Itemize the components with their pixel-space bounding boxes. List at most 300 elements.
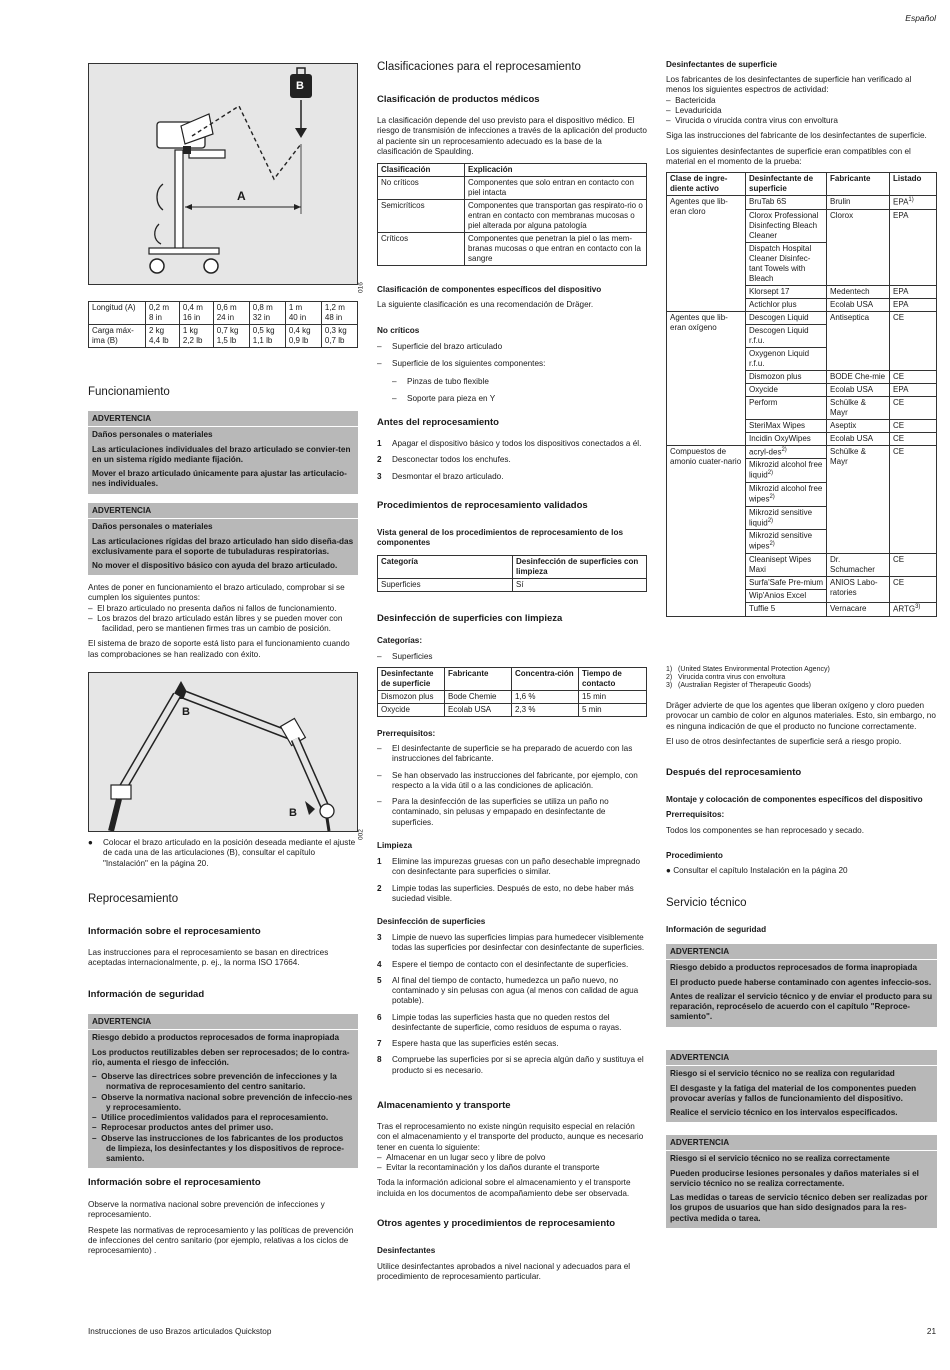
table-row	[89, 302, 358, 325]
cell-manufacturer	[827, 209, 890, 285]
subsection-title: Información sobre el reprocesamiento	[88, 1177, 261, 1188]
list-item: – Levaduricida	[666, 105, 722, 115]
subheading: Prerrequisitos:	[666, 810, 725, 819]
listing: ARTG	[893, 604, 916, 614]
warning-subtitle: Daños personales o materiales	[92, 522, 213, 532]
list-item: – Almacenar en un lugar seco y libre de polvo	[377, 1152, 546, 1162]
paragraph: El sistema de brazo de soporte está listo para el funcionamiento cuando las comprobaciones se han realizado con éxito.	[88, 639, 350, 659]
column-header: Clase de ingre-diente activo	[667, 173, 746, 196]
table-row	[378, 704, 647, 717]
product-name: Mikrozid sensitive wipes	[749, 531, 813, 551]
step-text: Espere el tiempo de contacto con el desinfectante de superficies.	[392, 959, 629, 969]
product-name: Surfa'Safe Pre-mium	[749, 577, 823, 587]
subheading: Clasificación de componentes específicos del dispositivo	[377, 285, 602, 294]
cell: 0,4 m 16 in	[179, 302, 213, 325]
paragraph: Tras el reprocesamiento no existe ningún requisito especial en relación con el almacenamiento y el transporte del producto, aunque es necesario tener en cuenta lo siguiente:	[377, 1122, 644, 1152]
listing: CE	[893, 433, 905, 443]
cell: 2 kg 4,4 lb	[146, 325, 180, 348]
warning-box	[666, 1135, 937, 1228]
cell: Bode Chemie	[445, 691, 512, 704]
step-number: 2	[377, 455, 382, 465]
subsection-title: Desinfección de superficies con limpieza	[377, 613, 563, 624]
list-item-text: Se han observado las instrucciones del fabricante, por ejemplo, con respecto a la vida útil o a las condiciones de aplicación.	[392, 770, 638, 790]
compatible-disinfectants-table	[666, 172, 937, 617]
figure-number: 002	[357, 829, 365, 840]
arm-load-illustration	[89, 64, 357, 284]
product-name: Mikrozid alcohol free wipes	[749, 483, 823, 504]
cell: Semicríticos	[378, 200, 465, 233]
product-name: Perform	[749, 397, 778, 407]
column-header: Fabricante	[827, 173, 890, 196]
paragraph: ● Consultar el capítulo Instalación en la página 20	[666, 866, 848, 875]
list-item: – Pinzas de tubo flexible	[392, 376, 489, 386]
product-name: SteriMax Wipes	[749, 420, 806, 430]
step-text: Apagar el dispositivo básico y todos los dispositivos conectados a él.	[392, 439, 642, 448]
paragraph: Los siguientes desinfectantes de superficie eran compatibles con el material en el momento de la prueba:	[666, 146, 911, 166]
warning-title: ADVERTENCIA	[666, 1053, 937, 1066]
cell-product	[746, 445, 827, 459]
subheading: Desinfectantes	[377, 1246, 436, 1255]
step-number: 3	[377, 933, 382, 942]
product-name: Cleanisept Wipes Maxi	[749, 554, 812, 574]
spaulding-table	[377, 163, 647, 266]
cell-listing	[890, 396, 937, 419]
product-name: Mikrozid sensitive liquid	[749, 507, 813, 528]
paragraph: Utilice desinfectantes aprobados a nivel nacional y adecuados para el procedimiento de reprocesamiento particular.	[377, 1262, 631, 1282]
warning-title: ADVERTENCIA	[88, 506, 358, 519]
product-name: Actichlor plus	[749, 299, 797, 309]
subheading: Información de seguridad	[666, 925, 767, 934]
row-label: Carga máx- ima (B)	[89, 325, 146, 348]
table-row	[378, 177, 647, 200]
cell-manufacturer	[827, 383, 890, 396]
table-row	[667, 311, 937, 324]
subsection-title: Clasificación de productos médicos	[377, 94, 540, 105]
cell-listing	[890, 432, 937, 445]
cell: 0,3 kg 0,7 lb	[321, 325, 357, 348]
paragraph: Toda la información adicional sobre el almacenamiento y el transporte incluida en los documentos de acompañamiento debe ser observada.	[377, 1178, 631, 1198]
label-b: B	[289, 807, 297, 819]
manufacturer: Schülke & Mayr	[830, 446, 867, 466]
product-name: Clorox Professional Disinfecting Bleach Cleaner	[749, 210, 819, 240]
table-row	[667, 196, 937, 210]
warning-box	[666, 1050, 937, 1122]
step-text: Limpie todas las superficies hasta que no queden restos del desinfectante de superficie, como residuos de espuma o rayas.	[392, 1012, 622, 1032]
step	[377, 472, 647, 482]
cell-manufacturer	[827, 311, 890, 370]
table-row	[378, 691, 647, 704]
subsection-title: Antes del reprocesamiento	[377, 417, 499, 428]
subheading: Prerrequisitos:	[377, 729, 436, 738]
cell-product	[746, 298, 827, 311]
product-name: BruTab 6S	[749, 197, 787, 206]
manufacturer: Medentech	[830, 286, 870, 296]
cell-manufacturer	[827, 298, 890, 311]
paragraph: Dräger advierte de que los agentes que liberan oxígeno y cloro pueden provocar un cambio de color en algunos materiales. Esto, sin embargo, no es ninguna indicación de que el producto no funcione correctamente.	[666, 701, 936, 731]
subheading: Limpieza	[377, 841, 413, 850]
cell-listing	[890, 602, 937, 616]
paragraph: Observe la normativa nacional sobre prevención de infecciones y reprocesamiento.	[88, 1200, 325, 1220]
column-header: Desinfección de superficies con limpieza	[513, 556, 647, 579]
paragraph: La clasificación depende del uso previsto para el dispositivo médico. El riesgo de transmisión de infecciones a través de la aplicación del producto al paciente sin un reprocesamiento adecuado es la base de la clasificación de Spaulding.	[377, 116, 647, 156]
cell: 1 kg 2,2 lb	[179, 325, 213, 348]
warning-box	[88, 1014, 358, 1168]
cell-manufacturer	[827, 370, 890, 383]
listing: EPA	[893, 197, 909, 207]
step-number: 8	[377, 1055, 382, 1065]
step	[377, 439, 647, 449]
bullet-text: Colocar el brazo articulado en la posición deseada mediante el ajuste de cada una de las articulaciones (B), consultar el capítulo "Instalación" en la página 20.	[103, 838, 356, 868]
subsection-title: Almacenamiento y transporte	[377, 1100, 511, 1111]
cell: 0,4 kg 0,9 lb	[285, 325, 321, 348]
product-name: acryl-des	[749, 447, 782, 457]
column-header: Clasificación	[378, 164, 465, 177]
list-item: – Bactericida	[666, 95, 716, 105]
manufacturer: Ecolab USA	[830, 299, 874, 309]
row-label: Longitud (A)	[89, 302, 146, 325]
arm-joint-illustration	[89, 673, 357, 831]
step	[377, 455, 647, 465]
table-row	[378, 200, 647, 233]
cell-listing	[890, 285, 937, 298]
manufacturer: Antiseptica	[830, 312, 870, 322]
cell-manufacturer	[827, 432, 890, 445]
manufacturer: Ecolab USA	[830, 433, 874, 443]
bullet-item	[88, 838, 358, 869]
list-item: – Observe las directrices sobre prevención de infecciones y la normativa de reprocesamiento del centro sanitario.	[92, 1072, 337, 1092]
cell: 0,2 m 8 in	[146, 302, 180, 325]
product-name: Dispatch Hospital Cleaner Disinfec-tant Towels with Bleach	[749, 243, 812, 283]
table-row	[378, 579, 647, 592]
manufacturer: Brulin	[830, 197, 851, 206]
cell: 15 min	[579, 691, 647, 704]
cell-listing	[890, 298, 937, 311]
list-item-text: Pinzas de tubo flexible	[407, 376, 489, 386]
cell-product	[746, 383, 827, 396]
subheading: Procedimiento	[666, 851, 723, 860]
figure-number: 016	[357, 282, 365, 293]
list-item-text: Superficie del brazo articulado	[392, 342, 503, 351]
column-header: Concentra-ción	[512, 668, 579, 691]
warning-text: El desgaste y la fatiga del material de los componentes pueden provocar averías y fallos de funcionamiento del dispositivo.	[670, 1083, 917, 1103]
subheading: Categorías:	[377, 636, 423, 645]
cell-class: Compuestos de amonio cuater-nario	[667, 445, 746, 616]
cell: No críticos	[378, 177, 465, 200]
step-number: 3	[377, 471, 382, 481]
language-label: Español	[905, 13, 936, 23]
cell-manufacturer	[827, 285, 890, 298]
cell: 0,5 kg 1,1 lb	[249, 325, 285, 348]
cell-listing	[890, 419, 937, 432]
cell-listing	[890, 445, 937, 553]
footnote-marker: 2)	[769, 541, 775, 548]
list-item: – Observe la normativa nacional sobre prevención de infeccio-nes y reprocesamiento.	[92, 1092, 353, 1112]
list-item: – Soporte para pieza en Y	[392, 393, 496, 403]
cell: 1,2 m 48 in	[321, 302, 357, 325]
step-number: 1	[377, 439, 382, 448]
table-header-row	[378, 556, 647, 579]
paragraph: Antes de poner en funcionamiento el brazo articulado, comprobar si se cumplen los siguientes puntos:	[88, 583, 345, 603]
subheading: Montaje y colocación de componentes específicos del dispositivo	[666, 795, 923, 804]
cell-product	[746, 370, 827, 383]
listing: CE	[893, 312, 905, 322]
paragraph: El uso de otros desinfectantes de superficie será a riesgo propio.	[666, 736, 902, 746]
cell-listing	[890, 576, 937, 602]
cell-product	[746, 553, 827, 576]
column-header: Explicación	[465, 164, 647, 177]
table-header-row	[378, 668, 647, 691]
listing: CE	[893, 371, 905, 381]
paragraph: Las instrucciones para el reprocesamiento se basan en directrices aceptadas internacionalmente, p. ej., la norma ISO 17664.	[88, 948, 329, 968]
warning-text: Mover el brazo articulado únicamente para ajustar las articulacio-nes individuales.	[92, 469, 347, 489]
paragraph: Siga las instrucciones del fabricante de los desinfectantes de superficie.	[666, 131, 927, 141]
step-number: 1	[377, 857, 382, 866]
warning-box	[666, 944, 937, 1027]
warning-subtitle: Riesgo si el servicio técnico no se realiza con regularidad	[670, 1069, 895, 1079]
cell-manufacturer	[827, 576, 890, 602]
section-title-clasificaciones: Clasificaciones para el reprocesamiento	[377, 61, 581, 73]
cell-product	[746, 482, 827, 506]
warning-subtitle: Daños personales o materiales	[92, 430, 213, 440]
step-number: 4	[377, 959, 382, 969]
cell: Componentes que transportan gas respirato-rio o entran en contacto con membranas mucosas o piel alterada por alguna patología	[465, 200, 647, 233]
cell: 0,7 kg 1,5 lb	[213, 325, 249, 348]
list-item-text: Superficie de los siguientes componentes:	[392, 359, 546, 369]
product-name: Oxygenon Liquid r.f.u.	[749, 348, 810, 368]
cell-product	[746, 242, 827, 285]
cell: Oxycide	[378, 704, 445, 717]
list-item: – El desinfectante de superficie se ha preparado de acuerdo con las instrucciones del fabricante.	[377, 744, 647, 765]
disinfectant-table	[377, 667, 647, 717]
product-name: Klorsept 17	[749, 286, 790, 296]
paragraph: Respete las normativas de reprocesamiento y las políticas de prevención de infecciones del centro sanitario (por ejemplo, relativas a los ciclos de reprocesamiento) .	[88, 1225, 354, 1255]
paragraph: La siguiente clasificación es una recomendación de Dräger.	[377, 300, 594, 309]
warning-title: ADVERTENCIA	[88, 1017, 358, 1030]
cell-product	[746, 589, 827, 602]
list-item: – Observe las instrucciones de los fabricantes de los productos de limpieza, los desinfectantes y los dispositivos de reproce-samiento.	[92, 1133, 344, 1163]
step-text: Desconectar todos los enchufes.	[392, 455, 511, 465]
cell-product	[746, 347, 827, 370]
list-item: – Para la desinfección de las superficies se utiliza un paño no contaminado, sin pelusas y empapado en desinfectante de superficies.	[377, 797, 647, 828]
page-number: 21	[926, 1327, 936, 1336]
footnote-marker: 2)	[767, 470, 774, 477]
cell: Críticos	[378, 233, 465, 266]
cell-manufacturer	[827, 196, 890, 210]
product-name: Wip'Anios Excel	[749, 590, 807, 600]
cell: Componentes que solo entran en contacto con piel intacta	[465, 177, 647, 200]
list-item: – Utilice procedimientos validados para el reprocesamiento.	[92, 1113, 329, 1122]
manufacturer: Vernacare	[830, 603, 867, 613]
manufacturer: Schülke & Mayr	[830, 397, 867, 417]
step-text: Limpie de nuevo las superficies limpias para humedecer visiblemente todas las superficies por desinfectar con desinfectante de superficies.	[392, 933, 645, 953]
section-title-reprocesamiento: Reprocesamiento	[88, 893, 179, 905]
column-header: Desinfectante de superficie	[378, 668, 445, 691]
step-text: Espere hasta que las superficies estén secas.	[392, 1039, 559, 1048]
listing: CE	[893, 420, 905, 430]
list-item-text: Soporte para pieza en Y	[407, 393, 496, 403]
step-text: Compruebe las superficies por si se aprecia algún daño y sustituya el producto si es necesario.	[392, 1055, 644, 1075]
label-b: B	[296, 80, 304, 92]
table-header-row	[667, 173, 937, 196]
step	[377, 976, 647, 1007]
cell-product	[746, 396, 827, 419]
warning-box	[88, 503, 358, 575]
step	[377, 933, 647, 954]
cell: Ecolab USA	[445, 704, 512, 717]
footnote: 1) (United States Environmental Protection Agency)	[666, 666, 830, 673]
warning-text: No mover el dispositivo básico con ayuda del brazo articulado.	[92, 561, 338, 570]
column-header: Tiempo de contacto	[579, 668, 647, 691]
footnote-marker: 2)	[781, 446, 787, 453]
cell-product	[746, 324, 827, 347]
listing: CE	[893, 397, 905, 407]
listing: EPA	[893, 210, 909, 220]
listing: EPA	[893, 384, 909, 394]
step	[377, 960, 647, 970]
cell-product	[746, 196, 827, 210]
cell: 1 m 40 in	[285, 302, 321, 325]
footnote-marker: 1)	[908, 197, 914, 203]
cell: 0,8 m 32 in	[249, 302, 285, 325]
subsection-title: Procedimientos de reprocesamiento validados	[377, 500, 588, 511]
footnote-marker: 2)	[769, 493, 775, 500]
list-item-text: Superficies	[392, 652, 433, 661]
manufacturer: Dr. Schumacher	[830, 554, 875, 574]
listing: EPA	[893, 286, 909, 296]
cell-listing	[890, 311, 937, 370]
warning-text: Realice el servicio técnico en los intervalos especificados.	[670, 1108, 898, 1117]
warning-text: Las articulaciones rígidas del brazo articulado han sido diseña-das exclusivamente para el soporte de tubuladuras respiratorias.	[92, 536, 354, 556]
cell-manufacturer	[827, 553, 890, 576]
step-number: 2	[377, 883, 382, 893]
footnote: 3) (Australian Register of Therapeutic Goods)	[666, 682, 811, 690]
warning-text: Antes de realizar el servicio técnico y de enviar el producto para su reparación, reprocéselo de acuerdo con el capítulo "Reproce-samiento".	[670, 991, 933, 1022]
list-item-text: El desinfectante de superficie se ha preparado de acuerdo con las instrucciones del fabricante.	[392, 744, 633, 764]
table-row	[378, 233, 647, 266]
bullet-icon: ●	[88, 838, 93, 847]
subsection-title: Información de seguridad	[88, 989, 205, 1000]
list-item: – Superficies	[377, 652, 433, 661]
warning-text: Los productos reutilizables deben ser reprocesados; de lo contra-rio, aumenta el riesgo de infección.	[92, 1047, 350, 1067]
list-item: – Reprocesar productos antes del primer uso.	[92, 1123, 274, 1133]
step-text: Limpie todas las superficies. Después de esto, no debe haber más suciedad visible.	[392, 883, 634, 903]
list-item: – Superficie del brazo articulado	[377, 342, 503, 351]
footnote: 2) Virucida contra virus con envoltura	[666, 674, 786, 682]
warning-text: Las medidas o tareas de servicio técnico deben ser realizadas por los grupos de usuarios que han sido designados para la res-pectiva medida o tarea.	[670, 1193, 928, 1223]
step	[377, 884, 647, 905]
cell-product	[746, 285, 827, 298]
column-header: Desinfectante de superficie	[746, 173, 827, 196]
manufacturer: Aseptix	[830, 420, 857, 430]
listing: CE	[893, 446, 905, 456]
product-name: Mikrozid alcohol free liquid	[749, 460, 823, 480]
manufacturer: ANIOS Labo-ratories	[830, 577, 878, 597]
subheading: Vista general de los procedimientos de reprocesamiento de los componentes	[377, 528, 624, 548]
footer-title: Instrucciones de uso Brazos articulados Quickstop	[88, 1327, 272, 1336]
list-item: – Evitar la recontaminación y los daños durante el transporte	[377, 1163, 600, 1172]
step-text: Al final del tiempo de contacto, humedezca un paño nuevo, no contaminado y sin pelusas con agua (al menos con calidad de agua potable).	[392, 975, 639, 1006]
table-header-row	[378, 164, 647, 177]
table-row	[89, 325, 358, 348]
cell-listing	[890, 383, 937, 396]
cell-product	[746, 459, 827, 483]
figure-arm-joints	[88, 672, 365, 840]
section-title-servicio: Servicio técnico	[666, 897, 747, 909]
warning-text: El producto puede haberse contaminado con agentes infeccio-sos.	[670, 977, 932, 987]
step-number: 7	[377, 1039, 382, 1048]
product-name: Descogen Liquid r.f.u.	[749, 325, 809, 345]
footnote-marker: 3)	[915, 603, 921, 610]
cell-listing	[890, 553, 937, 576]
cell: 0,6 m 24 in	[213, 302, 249, 325]
cell-manufacturer	[827, 396, 890, 419]
load-table	[88, 301, 358, 348]
cell-class: Agentes que lib-eran oxígeno	[667, 311, 746, 445]
product-name: Dismozon plus	[749, 371, 802, 381]
cell-product	[746, 602, 827, 616]
step	[377, 1039, 647, 1049]
label-b: B	[182, 706, 190, 718]
subheading: Desinfectantes de superficie	[666, 60, 778, 69]
step	[377, 857, 647, 878]
paragraph: Los fabricantes de los desinfectantes de superficie han verificado al menos los siguientes espectros de actividad:	[666, 75, 912, 95]
cell: 2,3 %	[512, 704, 579, 717]
warning-subtitle: Riesgo debido a productos reprocesados de forma inapropiada	[670, 963, 918, 973]
warning-title: ADVERTENCIA	[666, 947, 937, 960]
cell-listing	[890, 196, 937, 210]
list-item: – Se han observado las instrucciones del fabricante, por ejemplo, con respecto a la vida útil o a las condiciones de aplicación.	[377, 771, 647, 792]
cell: Componentes que penetran la piel o las mem-branas mucosas o que entran en contacto con la sangre	[465, 233, 647, 266]
manufacturer: BODE Che-mie	[830, 371, 886, 381]
warning-text: Las articulaciones individuales del brazo articulado se convier-ten en un sistema rígido mediante fijación.	[92, 444, 351, 464]
listing: CE	[893, 577, 905, 587]
list-item: – Virucida o virucida contra virus con envoltura	[666, 116, 838, 125]
overview-table	[377, 555, 647, 592]
cell-listing	[890, 209, 937, 285]
cell: Superficies	[378, 579, 513, 592]
cell-class: Agentes que lib-eran cloro	[667, 196, 746, 312]
subheading: Desinfección de superficies	[377, 917, 486, 926]
warning-title: ADVERTENCIA	[88, 414, 358, 427]
warning-subtitle: Riesgo debido a productos reprocesados de forma inapropiada	[92, 1033, 340, 1043]
list-item: – Los brazos del brazo articulado están libres y se pueden mover con facilidad, pero se mantienen firmes tras un cambio de posición.	[88, 613, 343, 633]
step-number: 6	[377, 1012, 382, 1022]
manufacturer: Ecolab USA	[830, 384, 874, 394]
step	[377, 1013, 647, 1034]
column-header: Categoría	[378, 556, 513, 579]
cell: 5 min	[579, 704, 647, 717]
cell-product	[746, 432, 827, 445]
step	[377, 1055, 647, 1076]
cell-manufacturer	[827, 419, 890, 432]
cell-product	[746, 209, 827, 242]
list-item: – Superficie de los siguientes componentes:	[377, 359, 546, 369]
cell-listing	[890, 370, 937, 383]
cell-manufacturer	[827, 602, 890, 616]
cell-product	[746, 576, 827, 589]
product-name: Tuffie 5	[749, 603, 776, 613]
warning-text: Pueden producirse lesiones personales y daños materiales si el servicio técnico no se realiza correctamente.	[670, 1168, 919, 1188]
warning-title: ADVERTENCIA	[666, 1138, 937, 1151]
cell-product	[746, 311, 827, 324]
product-name: Descogen Liquid	[749, 312, 809, 322]
subheading: No críticos	[377, 326, 420, 335]
subsection-title: Otros agentes y procedimientos de reprocesamiento	[377, 1218, 616, 1229]
step-text: Elimine las impurezas gruesas con un paño desechable impregnado con desinfectante para superficies o similar.	[392, 857, 641, 877]
warning-subtitle: Riesgo si el servicio técnico no se realiza correctamente	[670, 1154, 890, 1164]
step-number: 5	[377, 975, 382, 985]
step-text: Desmontar el brazo articulado.	[392, 471, 504, 481]
